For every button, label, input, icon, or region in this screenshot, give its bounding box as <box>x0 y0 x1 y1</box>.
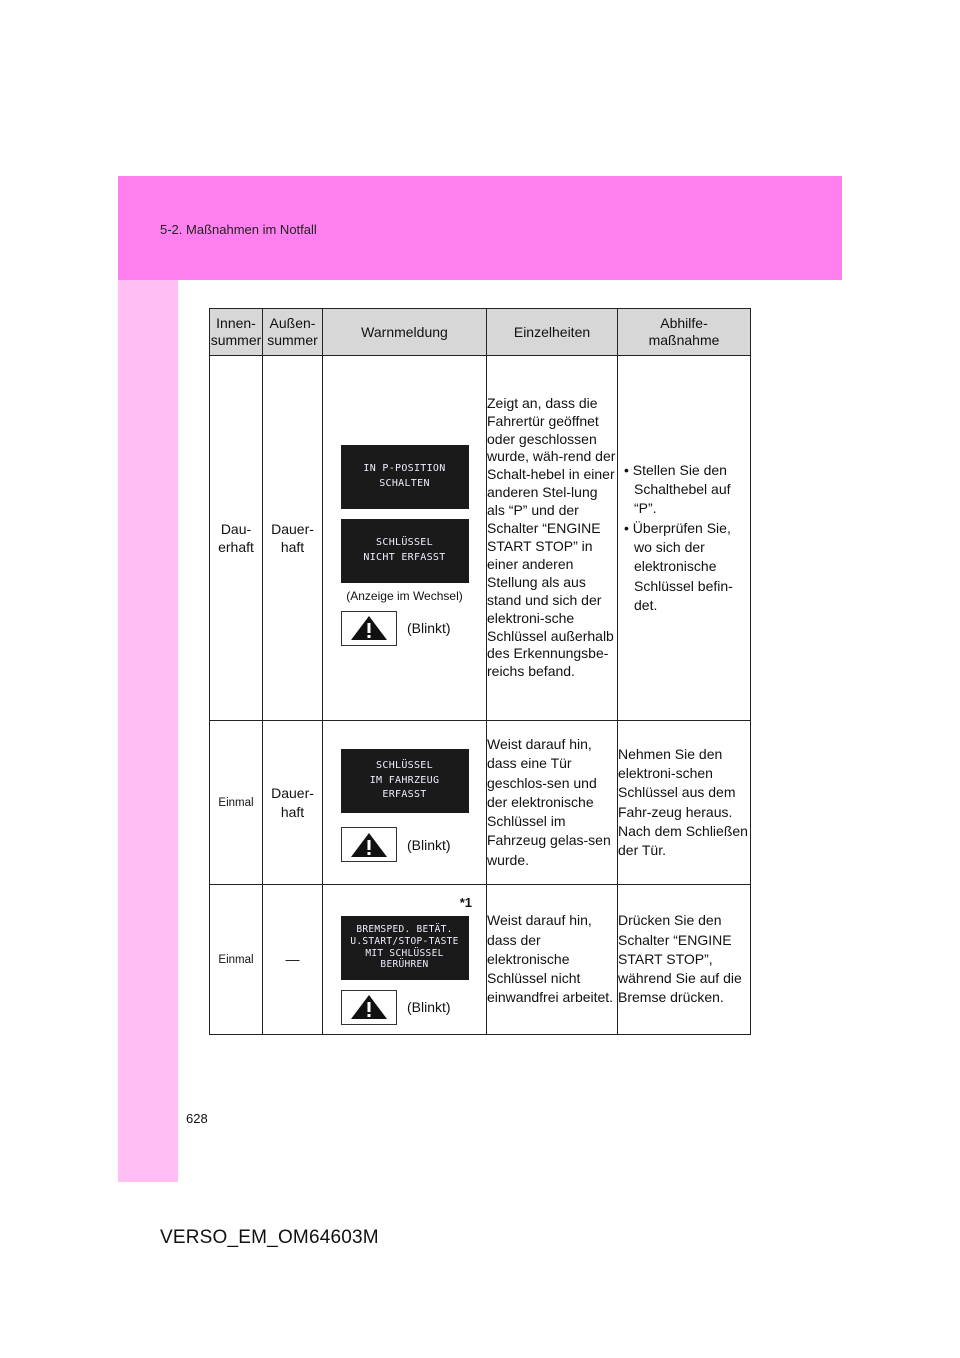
header-aussen: Außen- summer <box>263 309 323 356</box>
cell-warnmeldung <box>323 721 487 885</box>
header-einzelheiten: Einzelheiten <box>487 309 618 356</box>
cell-remedy: Drücken Sie den Schalter “ENGINE START STOP”, während Sie auf die Bremse drücken. <box>618 885 751 1035</box>
header-warnmeldung: Warnmeldung <box>323 309 487 356</box>
display-message <box>341 749 469 813</box>
list-item: • Stellen Sie den Schalthebel auf “P”. <box>624 461 731 517</box>
page-number: 628 <box>186 1111 208 1126</box>
table-row <box>210 885 751 1035</box>
display-line: ERFASST <box>382 789 427 801</box>
header-abhilfe: Abhilfe- maßnahme <box>618 309 751 356</box>
display-message <box>341 519 469 583</box>
blink-label: (Blinkt) <box>407 999 451 1015</box>
footnote-marker: *1 <box>459 894 472 910</box>
blink-label: (Blinkt) <box>407 620 451 636</box>
cell-innen: Einmal <box>210 885 263 1035</box>
warning-indicator <box>341 827 486 862</box>
display-line: MIT SCHLÜSSEL <box>365 947 444 959</box>
document-code: VERSO_EM_OM64603M <box>160 1227 379 1248</box>
alternating-note: (Anzeige im Wechsel) <box>346 588 463 603</box>
table-header-row <box>210 309 751 356</box>
cell-warnmeldung <box>323 356 487 721</box>
display-line: SCHLÜSSEL <box>376 537 433 548</box>
display-line: BERÜHREN <box>380 959 429 971</box>
cell-aussen: Dauer- haft <box>263 356 323 721</box>
cell-innen: Dau- erhaft <box>210 356 263 721</box>
cell-aussen: — <box>263 885 323 1035</box>
cell-details: Weist darauf hin, dass der elektronische Schlüssel nicht einwandfrei arbeitet. <box>487 885 618 1035</box>
cell-aussen: Dauer- haft <box>263 721 323 885</box>
display-line: IM FAHRZEUG <box>369 774 440 786</box>
table-row <box>210 721 751 885</box>
display-line: NICHT ERFASST <box>363 551 446 563</box>
warning-table <box>209 308 751 1035</box>
display-line: SCHLÜSSEL <box>376 760 433 772</box>
header-innen: Innen- summer <box>210 309 263 356</box>
section-title: 5-2. Maßnahmen im Notfall <box>160 222 317 237</box>
warning-triangle-icon <box>341 827 397 862</box>
remedy-list <box>618 461 750 616</box>
cell-details: Zeigt an, dass die Fahrertür geöffnet oder geschlossen wurde, wäh-rend der Schalt-hebel in einer anderen Stel-lung als “P” und der Schalter “ENGINE START STOP” in einer anderen Stellung als aus stand und sich der elektroni-sche Schlüssel außerhalb des Erkennungsbe-reichs befand. <box>487 356 618 721</box>
display-line: U.START/STOP-TASTE <box>350 935 459 947</box>
display-message <box>341 916 469 980</box>
list-item: • Überprüfen Sie, wo sich der elektronische Schlüssel befin-det. <box>624 519 733 613</box>
side-band <box>118 280 178 1182</box>
cell-details: Weist darauf hin, dass eine Tür geschlos-sen und der elektronische Schlüssel im Fahrzeug gelas-sen wurde. <box>487 721 618 885</box>
cell-warnmeldung <box>323 885 487 1035</box>
cell-innen: Einmal <box>210 721 263 885</box>
table-row <box>210 356 751 721</box>
warning-triangle-icon <box>341 611 397 646</box>
display-line: BREMSPED. BETÄT. <box>356 923 453 935</box>
warning-indicator <box>341 990 486 1025</box>
blink-label: (Blinkt) <box>407 836 451 853</box>
warning-triangle-icon <box>341 990 397 1025</box>
warning-indicator <box>341 611 486 646</box>
display-line: IN P-POSITION <box>363 463 446 474</box>
cell-remedy: Nehmen Sie den elektroni-schen Schlüssel aus dem Fahr-zeug heraus. Nach dem Schließen der Tür. <box>618 721 751 885</box>
display-message <box>341 445 469 509</box>
cell-remedy <box>618 356 751 721</box>
display-line: SCHALTEN <box>379 477 430 489</box>
